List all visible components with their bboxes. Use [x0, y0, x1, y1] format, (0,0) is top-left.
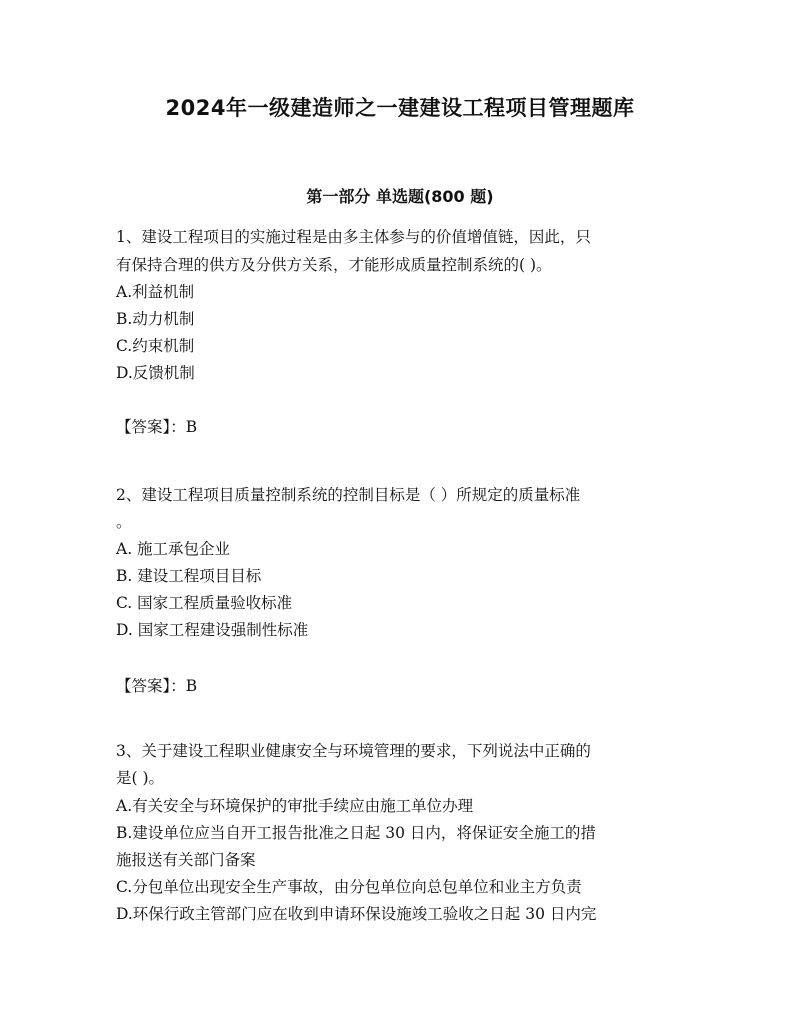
question-3-stem-line-2: 是( )。 [116, 769, 165, 787]
question-3-option-b-line-2: 施报送有关部门备案 [116, 851, 256, 869]
question-1-stem-line-2: 有保持合理的供方及分供方关系，才能形成质量控制系统的( )。 [116, 256, 552, 274]
question-2-option-d: D. 国家工程建设强制性标准 [116, 621, 309, 639]
question-2-option-c: C. 国家工程质量验收标准 [116, 594, 293, 612]
question-3-option-a: A.有关安全与环境保护的审批手续应由施工单位办理 [116, 797, 474, 815]
question-3-option-d: D.环保行政主管部门应在收到申请环保设施竣工验收之日起 30 日内完 [116, 905, 597, 923]
question-1-stem-line-1: 1、建设工程项目的实施过程是由多主体参与的价值增值链，因此，只 [116, 228, 591, 246]
question-2-option-b: B. 建设工程项目目标 [116, 567, 262, 585]
document-title: 2024年一级建造师之一建建设工程项目管理题库 [165, 96, 635, 120]
question-2-stem-line-1: 2、建设工程项目质量控制系统的控制目标是（ ）所规定的质量标准 [116, 486, 581, 504]
question-1-option-b: B.动力机制 [116, 310, 195, 328]
question-2-answer: 【答案】：B [116, 677, 198, 695]
question-3-stem-line-1: 3、关于建设工程职业健康安全与环境管理的要求，下列说法中正确的 [116, 742, 591, 760]
question-2-stem-line-2: 。 [116, 513, 132, 531]
question-2-option-a: A. 施工承包企业 [116, 540, 231, 558]
section-heading: 第一部分 单选题(800 题) [306, 187, 494, 206]
question-1-answer: 【答案】：B [116, 418, 198, 436]
question-1-option-a: A.利益机制 [116, 283, 195, 301]
question-1-option-c: C.约束机制 [116, 337, 195, 355]
question-3-option-b-line-1: B.建设单位应当自开工报告批准之日起 30 日内，将保证安全施工的措 [116, 824, 596, 842]
question-1-option-d: D.反馈机制 [116, 364, 195, 382]
question-3-option-c: C.分包单位出现安全生产事故，由分包单位向总包单位和业主方负责 [116, 878, 582, 896]
